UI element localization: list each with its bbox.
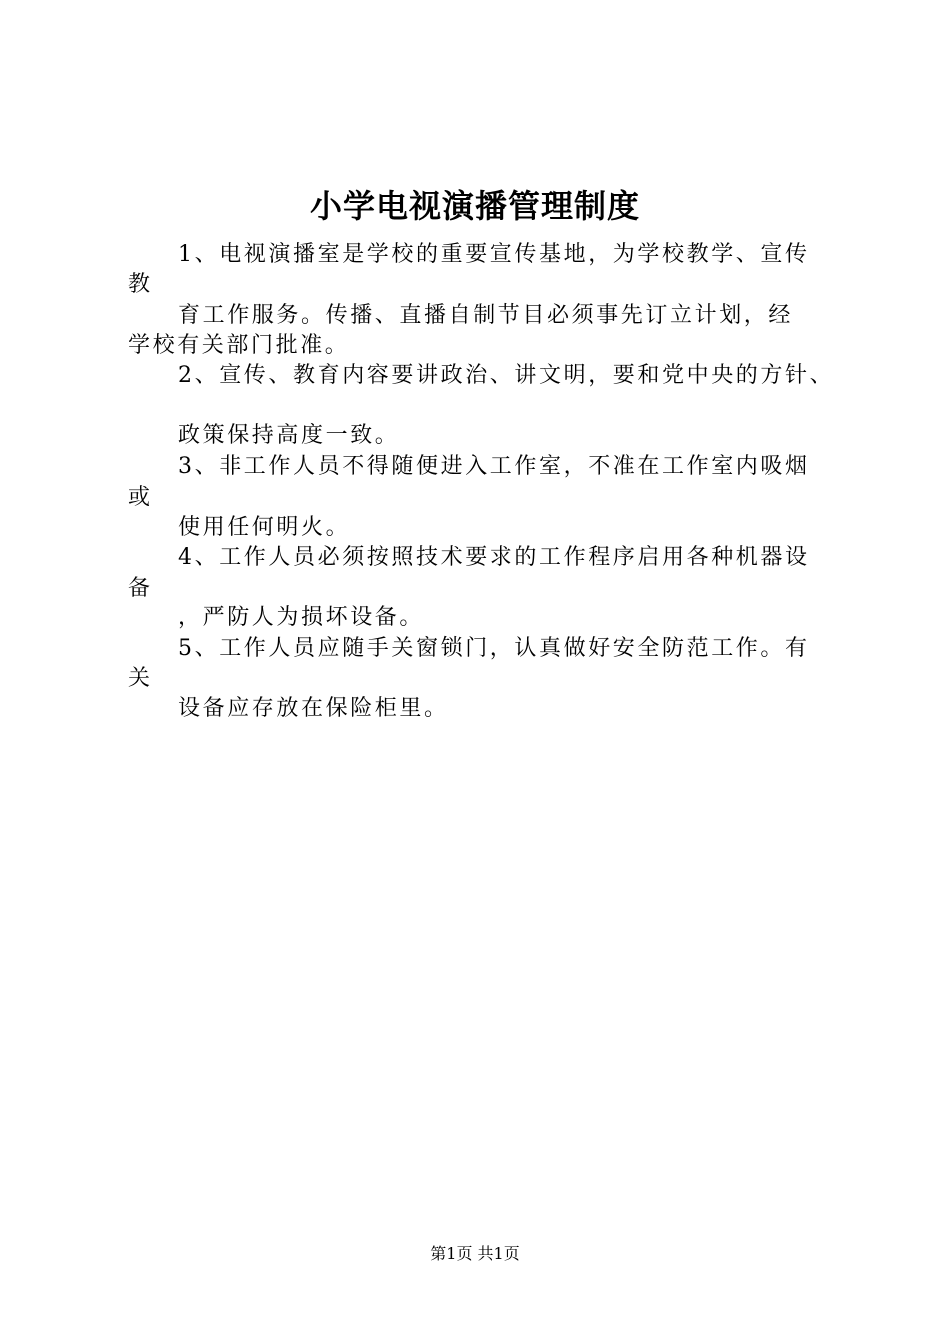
text-line-10: 4、工作人员必须按照技术要求的工作程序启用各种机器设 xyxy=(178,545,810,570)
text-line-4: 学校有关部门批准。 xyxy=(128,333,350,358)
text-line-7: 3、非工作人员不得随便进入工作室，不准在工作室内吸烟 xyxy=(178,454,810,479)
text-line-8: 或 xyxy=(128,485,153,510)
page-footer: 第1页 共1页 xyxy=(430,1244,520,1263)
text-line-11: 备 xyxy=(128,576,153,601)
text-line-13: 5、工作人员应随手关窗锁门，认真做好安全防范工作。有 xyxy=(178,636,810,661)
document-title: 小学电视演播管理制度 xyxy=(309,187,640,225)
text-line-15: 设备应存放在保险柜里。 xyxy=(178,696,449,721)
text-line-14: 关 xyxy=(128,666,153,691)
text-line-2: 教 xyxy=(128,272,153,297)
text-line-3: 育工作服务。传播、直播自制节目必须事先订立计划，经 xyxy=(178,303,794,328)
text-line-1: 1、电视演播室是学校的重要宣传基地，为学校教学、宣传 xyxy=(178,242,810,267)
text-line-12: ，严防人为损坏设备。 xyxy=(178,605,425,630)
text-line-6: 政策保持高度一致。 xyxy=(178,423,400,448)
text-line-9: 使用任何明火。 xyxy=(178,515,351,540)
text-line-5: 2、宣传、教育内容要讲政治、讲文明，要和党中央的方针、 xyxy=(178,363,835,388)
